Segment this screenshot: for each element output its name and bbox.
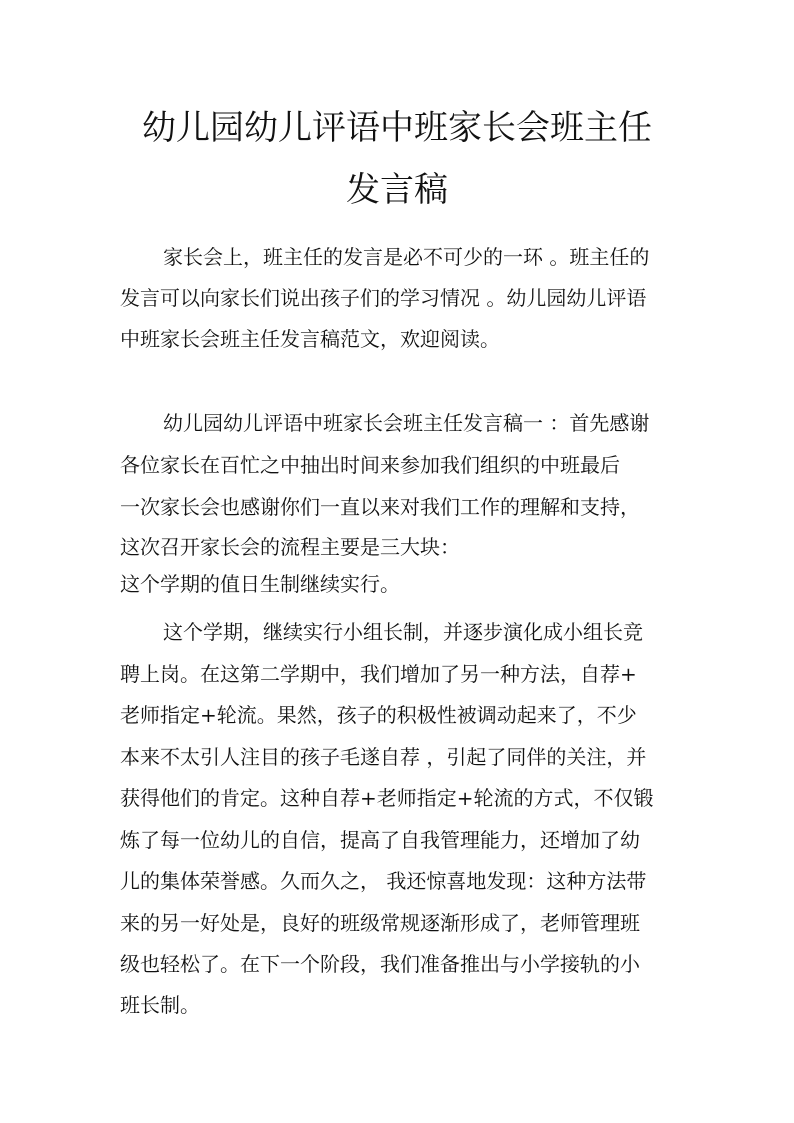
- section3-line-5: 获得他们的肯定。这种自荐+老师指定+轮流的方式，不仅锻: [120, 786, 654, 810]
- document-title-line-2: 发言稿: [346, 170, 448, 210]
- section3-line-4: 本来不太引人注目的孩子毛遂自荐 ，引起了同伴的关注，并: [120, 745, 647, 769]
- section3-line-7: 儿的集体荣誉感。久而久之， 我还惊喜地发现：这种方法带: [120, 869, 647, 893]
- section1-line-2: 各位家长在百忙之中抽出时间来参加我们组织的中班最后: [120, 453, 620, 477]
- section3-line-9: 级也轻松了。在下一个阶段，我们准备推出与小学接轨的小: [120, 952, 640, 976]
- section2-line-1: 这个学期的值日生制继续实行。: [120, 572, 400, 596]
- section1-line-1: 幼儿园幼儿评语中班家长会班主任发言稿一 ：首先感谢: [163, 411, 650, 435]
- section1-line-4: 这次召开家长会的流程主要是三大块：: [120, 535, 460, 559]
- section3-line-2: 聘上岗。在这第二学期中，我们增加了另一种方法，自荐+: [120, 662, 637, 686]
- section1-line-3: 一次家长会也感谢你们一直以来对我们工作的理解和支持，: [120, 495, 640, 519]
- intro-line-3: 中班家长会班主任发言稿范文，欢迎阅读。: [120, 327, 500, 351]
- section3-line-10: 班长制。: [120, 993, 200, 1017]
- intro-line-2: 发言可以向家长们说出孩子们的学习情况 。幼儿园幼儿评语: [120, 286, 647, 310]
- intro-line-1: 家长会上，班主任的发言是必不可少的一环 。班主任的: [163, 245, 650, 269]
- section3-line-8: 来的另一好处是，良好的班级常规逐渐形成了，老师管理班: [120, 911, 640, 935]
- section3-line-1: 这个学期，继续实行小组长制，并逐步演化成小组长竞: [163, 620, 643, 644]
- section3-line-3: 老师指定+轮流。果然，孩子的积极性被调动起来了，不少: [120, 703, 637, 727]
- document-title-line-1: 幼儿园幼儿评语中班家长会班主任: [142, 108, 652, 148]
- section3-line-6: 炼了每一位幼儿的自信，提高了自我管理能力，还增加了幼: [120, 828, 640, 852]
